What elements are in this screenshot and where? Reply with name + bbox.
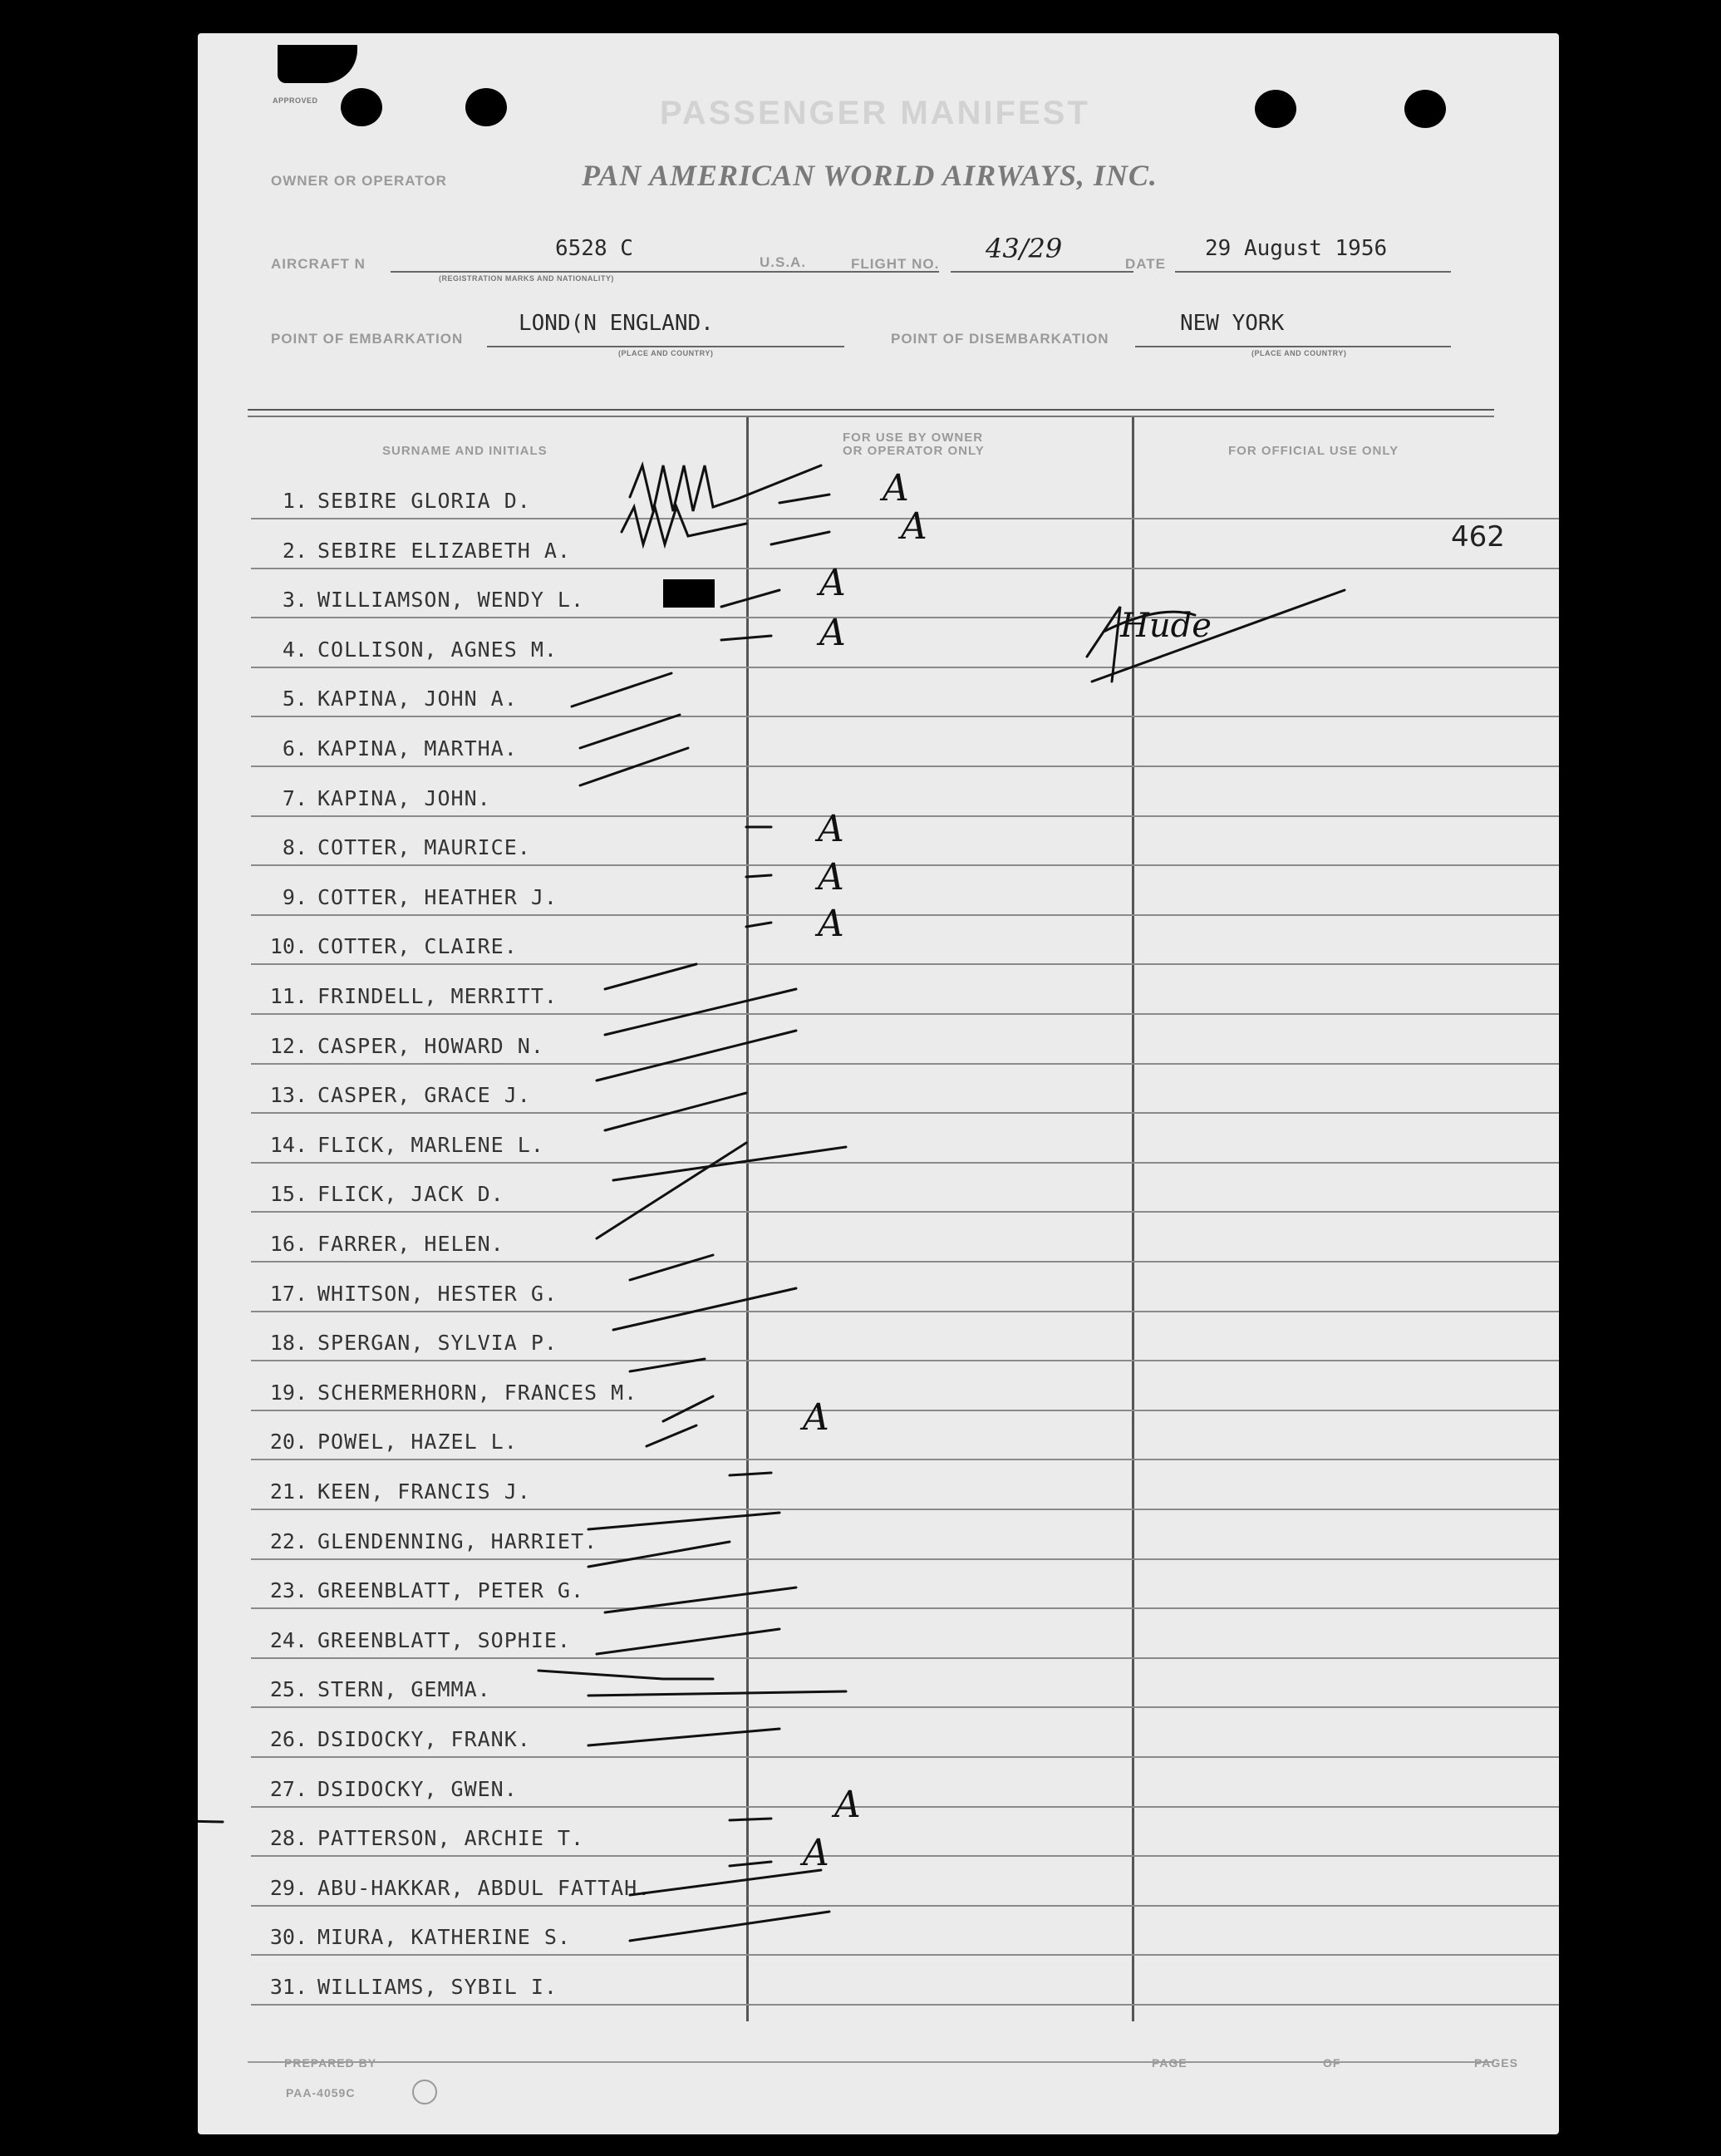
passenger-name: STERN, GEMMA. bbox=[317, 1677, 491, 1702]
nationality: U.S.A. bbox=[760, 254, 807, 270]
row-number: 19. bbox=[269, 1380, 307, 1405]
row-number: 18. bbox=[269, 1331, 307, 1356]
flight-value: 43/29 bbox=[986, 233, 1063, 264]
passenger-name: SPERGAN, SYLVIA P. bbox=[317, 1331, 558, 1356]
date-value: 29 August 1956 bbox=[1205, 236, 1388, 261]
passenger-name: GREENBLATT, SOPHIE. bbox=[317, 1627, 571, 1652]
row-number: 15. bbox=[269, 1182, 307, 1207]
passenger-name: FARRER, HELEN. bbox=[317, 1232, 504, 1256]
row-number: 17. bbox=[269, 1281, 307, 1306]
row-number: 3. bbox=[282, 588, 307, 613]
pages-label: PAGES bbox=[1474, 2056, 1518, 2070]
owner-label: OWNER OR OPERATOR bbox=[271, 173, 447, 189]
row-number: 9. bbox=[282, 884, 307, 909]
embark-value: LOND(N ENGLAND. bbox=[519, 311, 714, 336]
handwritten-a: A bbox=[818, 903, 844, 945]
row-number: 2. bbox=[282, 538, 307, 563]
page-label: PAGE bbox=[1152, 2056, 1187, 2070]
passenger-name: KAPINA, JOHN A. bbox=[317, 687, 518, 711]
row-number: 6. bbox=[282, 736, 307, 761]
passenger-name: WILLIAMSON, WENDY L. bbox=[317, 588, 585, 613]
row-number: 27. bbox=[269, 1776, 307, 1801]
row-number: 5. bbox=[282, 687, 307, 711]
row-number: 28. bbox=[269, 1826, 307, 1851]
row-number: 23. bbox=[269, 1578, 307, 1603]
passenger-name: KEEN, FRANCIS J. bbox=[317, 1479, 531, 1504]
embark-sublabel: (PLACE AND COUNTRY) bbox=[618, 349, 714, 357]
union-label-icon bbox=[412, 2080, 437, 2104]
aircraft-label: AIRCRAFT N bbox=[271, 256, 366, 272]
passenger-name: POWEL, HAZEL L. bbox=[317, 1430, 518, 1455]
handwritten-a: A bbox=[819, 562, 846, 604]
handwritten-a: A bbox=[818, 856, 844, 898]
passenger-name: FLICK, MARLENE L. bbox=[317, 1132, 544, 1157]
passenger-name: CASPER, GRACE J. bbox=[317, 1083, 531, 1108]
official-signature: Hude bbox=[1120, 607, 1212, 645]
handwritten-a: A bbox=[803, 1832, 829, 1874]
row-number: 20. bbox=[269, 1430, 307, 1455]
handwritten-a: A bbox=[819, 612, 846, 654]
passenger-name: DSIDOCKY, GWEN. bbox=[317, 1776, 518, 1801]
disembark-value: NEW YORK bbox=[1180, 311, 1285, 336]
handwritten-a: A bbox=[883, 467, 909, 509]
disembark-sublabel: (PLACE AND COUNTRY) bbox=[1251, 349, 1347, 357]
passenger-name: PATTERSON, ARCHIE T. bbox=[317, 1826, 585, 1851]
stamp-number: 462 bbox=[1451, 520, 1505, 554]
handwritten-a: A bbox=[818, 808, 844, 850]
passenger-name: COTTER, MAURICE. bbox=[317, 835, 531, 860]
disembark-label: POINT OF DISEMBARKATION bbox=[891, 331, 1109, 347]
row-number: 4. bbox=[282, 637, 307, 662]
owner-name: PAN AMERICAN WORLD AIRWAYS, INC. bbox=[582, 159, 1158, 192]
embark-label: POINT OF EMBARKATION bbox=[271, 331, 464, 347]
prepared-by-label: PREPARED BY bbox=[284, 2056, 377, 2070]
row-number: 14. bbox=[269, 1132, 307, 1157]
passenger-name: FRINDELL, MERRITT. bbox=[317, 984, 558, 1008]
handwritten-a: A bbox=[803, 1396, 829, 1439]
passenger-name: GREENBLATT, PETER G. bbox=[317, 1578, 585, 1603]
col-names-header: SURNAME AND INITIALS bbox=[382, 444, 548, 458]
row-number: 24. bbox=[269, 1627, 307, 1652]
passenger-name: DSIDOCKY, FRANK. bbox=[317, 1727, 531, 1751]
of-label: OF bbox=[1323, 2056, 1341, 2070]
form-number: PAA-4059C bbox=[286, 2086, 356, 2099]
handwritten-a: A bbox=[834, 1784, 861, 1826]
passenger-name: SEBIRE ELIZABETH A. bbox=[317, 538, 571, 563]
row-number: 30. bbox=[269, 1925, 307, 1950]
passenger-name: GLENDENNING, HARRIET. bbox=[317, 1528, 598, 1553]
col-owner-header-2: OR OPERATOR ONLY bbox=[843, 444, 985, 458]
passenger-name: SCHERMERHORN, FRANCES M. bbox=[317, 1380, 638, 1405]
passenger-name: COLLISON, AGNES M. bbox=[317, 637, 558, 662]
row-number: 26. bbox=[269, 1727, 307, 1751]
passenger-name: WILLIAMS, SYBIL I. bbox=[317, 1975, 558, 1999]
passenger-name: MIURA, KATHERINE S. bbox=[317, 1925, 571, 1950]
row-number: 25. bbox=[269, 1677, 307, 1702]
manifest-sheet bbox=[198, 33, 1559, 2134]
row-number: 12. bbox=[269, 1033, 307, 1058]
handwritten-a: A bbox=[901, 505, 927, 548]
row-number: 13. bbox=[269, 1083, 307, 1108]
row-number: 29. bbox=[269, 1875, 307, 1900]
passenger-name: CASPER, HOWARD N. bbox=[317, 1033, 544, 1058]
passenger-name: FLICK, JACK D. bbox=[317, 1182, 504, 1207]
passenger-name: SEBIRE GLORIA D. bbox=[317, 489, 531, 513]
date-label: DATE bbox=[1125, 256, 1167, 272]
passenger-name: COTTER, CLAIRE. bbox=[317, 934, 518, 959]
passenger-name: ABU-HAKKAR, ABDUL FATTAH. bbox=[317, 1875, 652, 1900]
aircraft-value: 6528 C bbox=[555, 236, 633, 261]
passenger-name: COTTER, HEATHER J. bbox=[317, 884, 558, 909]
row-number: 31. bbox=[269, 1975, 307, 1999]
col-official-header: FOR OFFICIAL USE ONLY bbox=[1228, 444, 1399, 458]
row-number: 10. bbox=[269, 934, 307, 959]
row-number: 7. bbox=[282, 785, 307, 810]
handwriting-layer bbox=[198, 33, 1559, 2134]
flight-label: FLIGHT NO. bbox=[851, 256, 940, 272]
approval-stamp: APPROVED bbox=[273, 96, 318, 105]
row-number: 21. bbox=[269, 1479, 307, 1504]
passenger-name: KAPINA, JOHN. bbox=[317, 785, 491, 810]
row-number: 22. bbox=[269, 1528, 307, 1553]
row-number: 8. bbox=[282, 835, 307, 860]
row-number: 11. bbox=[269, 984, 307, 1008]
aircraft-sublabel: (REGISTRATION MARKS AND NATIONALITY) bbox=[439, 274, 614, 283]
row-number: 16. bbox=[269, 1232, 307, 1256]
passenger-name: WHITSON, HESTER G. bbox=[317, 1281, 558, 1306]
row-number: 1. bbox=[282, 489, 307, 513]
form-title: PASSENGER MANIFEST bbox=[660, 95, 1090, 131]
passenger-name: KAPINA, MARTHA. bbox=[317, 736, 518, 761]
col-owner-header-1: FOR USE BY OWNER bbox=[843, 431, 984, 445]
